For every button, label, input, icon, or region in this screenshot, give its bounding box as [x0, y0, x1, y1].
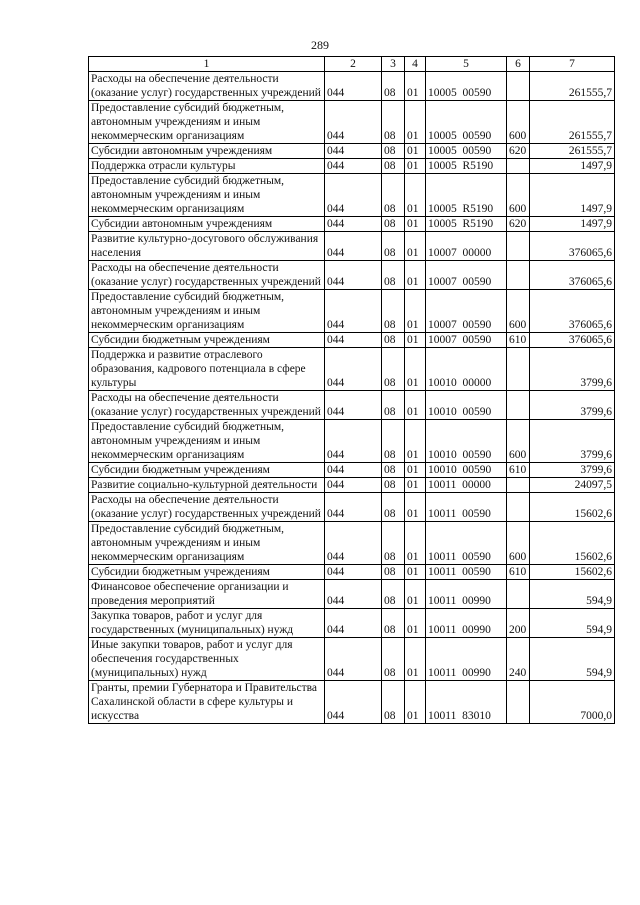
table-row	[89, 232, 615, 261]
row-razdel: 08	[382, 174, 405, 217]
row-amount: 1497,9	[530, 159, 615, 174]
page-number: 289	[311, 38, 329, 52]
row-amount: 15602,6	[530, 493, 615, 522]
row-admin-code: 044	[325, 580, 382, 609]
row-podrazdel: 01	[405, 463, 426, 478]
table-row	[89, 638, 615, 681]
row-razdel: 08	[382, 463, 405, 478]
row-amount: 594,9	[530, 638, 615, 681]
budget-table	[88, 56, 615, 724]
row-expense-type: 610	[507, 565, 530, 580]
row-expense-type	[507, 348, 530, 391]
row-name: Развитие культурно-досугового обслуживания населения	[89, 232, 325, 261]
row-name: Предоставление субсидий бюджетным, автономным учреждениям и иным некоммерческим организациям	[89, 101, 325, 144]
row-razdel: 08	[382, 261, 405, 290]
row-name: Расходы на обеспечение деятельности (оказание услуг) государственных учреждений	[89, 493, 325, 522]
table-row	[89, 217, 615, 232]
table-row	[89, 565, 615, 580]
row-target-article: 10007 00590	[426, 333, 507, 348]
row-admin-code: 044	[325, 348, 382, 391]
row-razdel: 08	[382, 391, 405, 420]
row-amount: 3799,6	[530, 348, 615, 391]
row-amount: 7000,0	[530, 681, 615, 724]
row-admin-code: 044	[325, 72, 382, 101]
table-row	[89, 580, 615, 609]
row-name: Финансовое обеспечение организации и проведения мероприятий	[89, 580, 325, 609]
row-admin-code: 044	[325, 333, 382, 348]
header-cell-sum: 7	[530, 57, 615, 72]
row-amount: 3799,6	[530, 420, 615, 463]
row-podrazdel: 01	[405, 144, 426, 159]
row-razdel: 08	[382, 522, 405, 565]
header-cell-name: 1	[89, 57, 325, 72]
row-razdel: 08	[382, 638, 405, 681]
row-razdel: 08	[382, 72, 405, 101]
table-row	[89, 290, 615, 333]
row-name: Предоставление субсидий бюджетным, автономным учреждениям и иным некоммерческим организациям	[89, 420, 325, 463]
header-row	[89, 57, 615, 72]
row-target-article: 10007 00000	[426, 232, 507, 261]
row-admin-code: 044	[325, 638, 382, 681]
row-admin-code: 044	[325, 159, 382, 174]
row-target-article: 10005 R5190	[426, 159, 507, 174]
row-name: Развитие социально-культурной деятельности	[89, 478, 325, 493]
row-podrazdel: 01	[405, 290, 426, 333]
row-expense-type: 200	[507, 609, 530, 638]
row-expense-type: 240	[507, 638, 530, 681]
row-target-article: 10005 00590	[426, 144, 507, 159]
row-amount: 376065,6	[530, 232, 615, 261]
row-podrazdel: 01	[405, 333, 426, 348]
row-target-article: 10011 00990	[426, 638, 507, 681]
row-name: Иные закупки товаров, работ и услуг для обеспечения государственных (муниципальных) нужд	[89, 638, 325, 681]
row-admin-code: 044	[325, 681, 382, 724]
row-target-article: 10011 00990	[426, 580, 507, 609]
table-row	[89, 681, 615, 724]
row-expense-type: 600	[507, 101, 530, 144]
header-cell-vr: 6	[507, 57, 530, 72]
row-admin-code: 044	[325, 101, 382, 144]
row-podrazdel: 01	[405, 609, 426, 638]
row-admin-code: 044	[325, 217, 382, 232]
row-admin-code: 044	[325, 522, 382, 565]
row-podrazdel: 01	[405, 348, 426, 391]
row-expense-type	[507, 493, 530, 522]
row-amount: 3799,6	[530, 391, 615, 420]
row-expense-type	[507, 261, 530, 290]
row-name: Предоставление субсидий бюджетным, автономным учреждениям и иным некоммерческим организациям	[89, 290, 325, 333]
row-expense-type: 600	[507, 290, 530, 333]
row-target-article: 10011 00990	[426, 609, 507, 638]
row-razdel: 08	[382, 493, 405, 522]
row-expense-type: 610	[507, 333, 530, 348]
row-razdel: 08	[382, 290, 405, 333]
row-podrazdel: 01	[405, 174, 426, 217]
row-podrazdel: 01	[405, 522, 426, 565]
row-amount: 1497,9	[530, 174, 615, 217]
table-row	[89, 522, 615, 565]
row-razdel: 08	[382, 101, 405, 144]
row-podrazdel: 01	[405, 72, 426, 101]
table-row	[89, 478, 615, 493]
table-row	[89, 174, 615, 217]
row-razdel: 08	[382, 144, 405, 159]
row-name: Субсидии автономным учреждениям	[89, 217, 325, 232]
header-cell-csr: 5	[426, 57, 507, 72]
row-target-article: 10010 00000	[426, 348, 507, 391]
row-podrazdel: 01	[405, 391, 426, 420]
row-name: Закупка товаров, работ и услуг для государственных (муниципальных) нужд	[89, 609, 325, 638]
row-admin-code: 044	[325, 463, 382, 478]
table-row	[89, 493, 615, 522]
row-expense-type	[507, 478, 530, 493]
row-target-article: 10011 00590	[426, 493, 507, 522]
row-target-article: 10011 00000	[426, 478, 507, 493]
row-razdel: 08	[382, 159, 405, 174]
row-podrazdel: 01	[405, 565, 426, 580]
row-podrazdel: 01	[405, 478, 426, 493]
row-expense-type	[507, 580, 530, 609]
row-razdel: 08	[382, 478, 405, 493]
row-admin-code: 044	[325, 565, 382, 580]
row-razdel: 08	[382, 681, 405, 724]
table-row	[89, 101, 615, 144]
row-target-article: 10005 R5190	[426, 174, 507, 217]
row-amount: 376065,6	[530, 261, 615, 290]
row-name: Расходы на обеспечение деятельности (оказание услуг) государственных учреждений	[89, 391, 325, 420]
table-row	[89, 609, 615, 638]
row-target-article: 10011 00590	[426, 565, 507, 580]
row-target-article: 10005 00590	[426, 72, 507, 101]
row-podrazdel: 01	[405, 232, 426, 261]
row-expense-type: 600	[507, 174, 530, 217]
row-target-article: 10007 00590	[426, 261, 507, 290]
row-razdel: 08	[382, 333, 405, 348]
row-expense-type: 600	[507, 420, 530, 463]
row-expense-type: 620	[507, 144, 530, 159]
row-amount: 594,9	[530, 580, 615, 609]
row-amount: 3799,6	[530, 463, 615, 478]
row-amount: 594,9	[530, 609, 615, 638]
header-cell-razdel: 3	[382, 57, 405, 72]
row-razdel: 08	[382, 609, 405, 638]
row-podrazdel: 01	[405, 159, 426, 174]
row-name: Субсидии бюджетным учреждениям	[89, 463, 325, 478]
row-name: Предоставление субсидий бюджетным, автономным учреждениям и иным некоммерческим организациям	[89, 174, 325, 217]
row-expense-type	[507, 232, 530, 261]
row-name: Поддержка и развитие отраслевого образования, кадрового потенциала в сфере культуры	[89, 348, 325, 391]
row-podrazdel: 01	[405, 261, 426, 290]
row-amount: 261555,7	[530, 101, 615, 144]
row-expense-type: 610	[507, 463, 530, 478]
row-admin-code: 044	[325, 232, 382, 261]
row-razdel: 08	[382, 420, 405, 463]
row-target-article: 10011 83010	[426, 681, 507, 724]
row-name: Субсидии бюджетным учреждениям	[89, 565, 325, 580]
row-amount: 261555,7	[530, 72, 615, 101]
row-podrazdel: 01	[405, 420, 426, 463]
row-admin-code: 044	[325, 493, 382, 522]
row-target-article: 10010 00590	[426, 463, 507, 478]
row-admin-code: 044	[325, 261, 382, 290]
table-row	[89, 333, 615, 348]
row-name: Субсидии автономным учреждениям	[89, 144, 325, 159]
table-row	[89, 261, 615, 290]
row-amount: 376065,6	[530, 333, 615, 348]
row-expense-type	[507, 72, 530, 101]
row-target-article: 10005 00590	[426, 101, 507, 144]
row-podrazdel: 01	[405, 101, 426, 144]
table-row	[89, 348, 615, 391]
table-row	[89, 144, 615, 159]
table-row	[89, 72, 615, 101]
row-expense-type	[507, 159, 530, 174]
row-admin-code: 044	[325, 391, 382, 420]
row-target-article: 10005 R5190	[426, 217, 507, 232]
header-cell-admin: 2	[325, 57, 382, 72]
row-expense-type: 620	[507, 217, 530, 232]
row-amount: 15602,6	[530, 522, 615, 565]
row-name: Поддержка отрасли культуры	[89, 159, 325, 174]
row-name: Расходы на обеспечение деятельности (оказание услуг) государственных учреждений	[89, 261, 325, 290]
row-name: Предоставление субсидий бюджетным, автономным учреждениям и иным некоммерческим организациям	[89, 522, 325, 565]
row-expense-type: 600	[507, 522, 530, 565]
row-podrazdel: 01	[405, 580, 426, 609]
row-target-article: 10010 00590	[426, 391, 507, 420]
row-amount: 15602,6	[530, 565, 615, 580]
row-razdel: 08	[382, 348, 405, 391]
row-amount: 1497,9	[530, 217, 615, 232]
row-admin-code: 044	[325, 478, 382, 493]
table-row	[89, 420, 615, 463]
row-razdel: 08	[382, 217, 405, 232]
row-expense-type	[507, 681, 530, 724]
table-row	[89, 391, 615, 420]
table-row	[89, 159, 615, 174]
row-podrazdel: 01	[405, 217, 426, 232]
row-expense-type	[507, 391, 530, 420]
row-target-article: 10010 00590	[426, 420, 507, 463]
row-podrazdel: 01	[405, 638, 426, 681]
row-target-article: 10011 00590	[426, 522, 507, 565]
row-admin-code: 044	[325, 290, 382, 333]
row-razdel: 08	[382, 565, 405, 580]
row-name: Субсидии бюджетным учреждениям	[89, 333, 325, 348]
row-amount: 376065,6	[530, 290, 615, 333]
header-cell-podrazdel: 4	[405, 57, 426, 72]
row-amount: 261555,7	[530, 144, 615, 159]
row-razdel: 08	[382, 232, 405, 261]
row-podrazdel: 01	[405, 493, 426, 522]
row-target-article: 10007 00590	[426, 290, 507, 333]
row-podrazdel: 01	[405, 681, 426, 724]
row-amount: 24097,5	[530, 478, 615, 493]
row-razdel: 08	[382, 580, 405, 609]
row-admin-code: 044	[325, 420, 382, 463]
table-row	[89, 463, 615, 478]
row-admin-code: 044	[325, 174, 382, 217]
row-name: Гранты, премии Губернатора и Правительства Сахалинской области в сфере культуры и искусства	[89, 681, 325, 724]
row-admin-code: 044	[325, 144, 382, 159]
row-name: Расходы на обеспечение деятельности (оказание услуг) государственных учреждений	[89, 72, 325, 101]
row-admin-code: 044	[325, 609, 382, 638]
